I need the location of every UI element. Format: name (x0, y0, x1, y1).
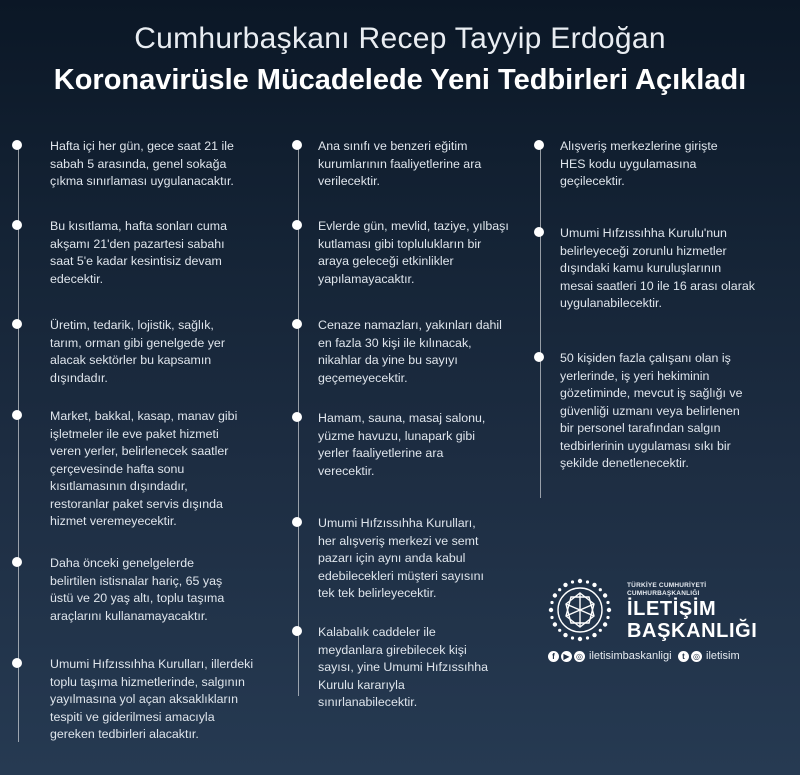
bullet-dot (12, 410, 22, 420)
timeline-line (540, 144, 541, 498)
instagram-icon: ◎ (691, 651, 702, 662)
bullet-dot (292, 140, 302, 150)
social-handle-1: iletisimbaskanligi (589, 650, 672, 662)
item-text: Umumi Hıfzıssıhha Kurulları, her alışveriş merkezi ve semt pazarı için aynı anda kabul edebilecekleri müşteri sayısını tek tek belirleyecektir. (318, 516, 484, 600)
social-link-1[interactable] (548, 650, 672, 662)
seal-logo-icon (545, 575, 615, 645)
bullet-dot (12, 557, 22, 567)
bullet-dot (12, 658, 22, 668)
facebook-icon: f (548, 651, 559, 662)
org-line-1: TÜRKİYE CUMHURİYETİ (627, 582, 707, 589)
item-text: Market, bakkal, kasap, manav gibi işletmeler ile eve paket hizmeti veren yerler, belirlenecek saatler çerçevesinde hafta sonu kısıtlamasının dışındadır, restoranlar paket servis dışında hizmet veremeyecektir. (50, 409, 238, 528)
bullet-dot (534, 227, 544, 237)
twitter-icon: t (678, 651, 689, 662)
social-link-2[interactable] (678, 650, 740, 662)
youtube-icon: ▶ (561, 651, 572, 662)
item-text: Cenaze namazları, yakınları dahil en fazla 30 kişi ile kılınacak, nikahlar da yine bu sayıyı geçemeyecektir. (318, 318, 502, 385)
item-text: Bu kısıtlama, hafta sonları cuma akşamı 21'den pazartesi sabahı saat 5'e kadar kesintisiz devam edecektir. (50, 219, 227, 286)
org-name (627, 598, 757, 642)
org-line-2: CUMHURBAŞKANLIĞI (627, 589, 700, 597)
bullet-dot (292, 220, 302, 230)
item-text: 50 kişiden fazla çalışanı olan iş yerlerinde, iş yeri hekiminin gözetiminde, mevcut iş sağlığı ve güvenliği uzmanı veya belirlenen bir personel tarafından salgın tedbirlerinin uygulaması sıkı bir şekilde denetlenecektir. (560, 351, 743, 470)
item-text: Daha önceki genelgelerde belirtilen istisnalar hariç, 65 yaş üstü ve 20 yaş altı, toplu taşıma araçlarını kullanamayacaktır. (50, 556, 225, 623)
item-text: Alışveriş merkezlerine girişte HES kodu uygulamasına geçilecektir. (560, 139, 718, 188)
item-text: Umumi Hıfzıssıhha Kurulu'nun belirleyeceği zorunlu hizmetler dışındaki kamu kuruluşlarının mesai saatleri 10 ile 16 arası olarak uygulanabilecektir. (560, 226, 755, 310)
bullet-dot (12, 140, 22, 150)
timeline-line (18, 144, 19, 742)
org-subtitle (627, 582, 706, 597)
org-name-line-1: İLETİŞİM (627, 598, 717, 620)
bullet-dot (12, 319, 22, 329)
bullet-dot (534, 140, 544, 150)
org-name-line-2: BAŞKANLIĞI (627, 620, 758, 642)
item-text: Hafta içi her gün, gece saat 21 ile sabah 5 arasında, genel sokağa çıkma sınırlaması uygulanacaktır. (50, 139, 234, 188)
item-text: Evlerde gün, mevlid, taziye, yılbaşı kutlaması gibi toplulukların bir araya geleceği etkinlikler yapılamayacaktır. (318, 219, 509, 286)
social-handle-2: iletisim (706, 650, 740, 662)
bullet-dot (292, 517, 302, 527)
bullet-dot (534, 352, 544, 362)
item-text: Üretim, tedarik, lojistik, sağlık, tarım, orman gibi genelgede yer alacak sektörler bu kapsamın dışındadır. (50, 318, 225, 385)
headline: Koronavirüsle Mücadelede Yeni Tedbirleri Açıkladı (53, 64, 747, 96)
bullet-dot (292, 412, 302, 422)
item-text: Kalabalık caddeler ile meydanlara girebilecek kişi sayısı, yine Umumi Hıfzıssıhha Kurulu kararıyla sınırlanabilecektir. (318, 625, 489, 709)
bullet-dot (12, 220, 22, 230)
instagram-icon: ◎ (574, 651, 585, 662)
page-title: Cumhurbaşkanı Recep Tayyip Erdoğan (134, 22, 666, 55)
item-text: Ana sınıfı ve benzeri eğitim kurumlarının faaliyetlerine ara verilecektir. (318, 139, 482, 188)
item-text: Hamam, sauna, masaj salonu, yüzme havuzu, lunapark gibi yerler faaliyetlerine ara verecektir. (318, 411, 486, 478)
bullet-dot (292, 319, 302, 329)
item-text: Umumi Hıfzıssıhha Kurulları, illerdeki toplu taşıma hizmetlerinde, salgının yayılmasına yol açan aksaklıkların tespiti ve giderilmesi amacıyla gereken tedbirleri alacaktır. (50, 657, 254, 741)
bullet-dot (292, 626, 302, 636)
